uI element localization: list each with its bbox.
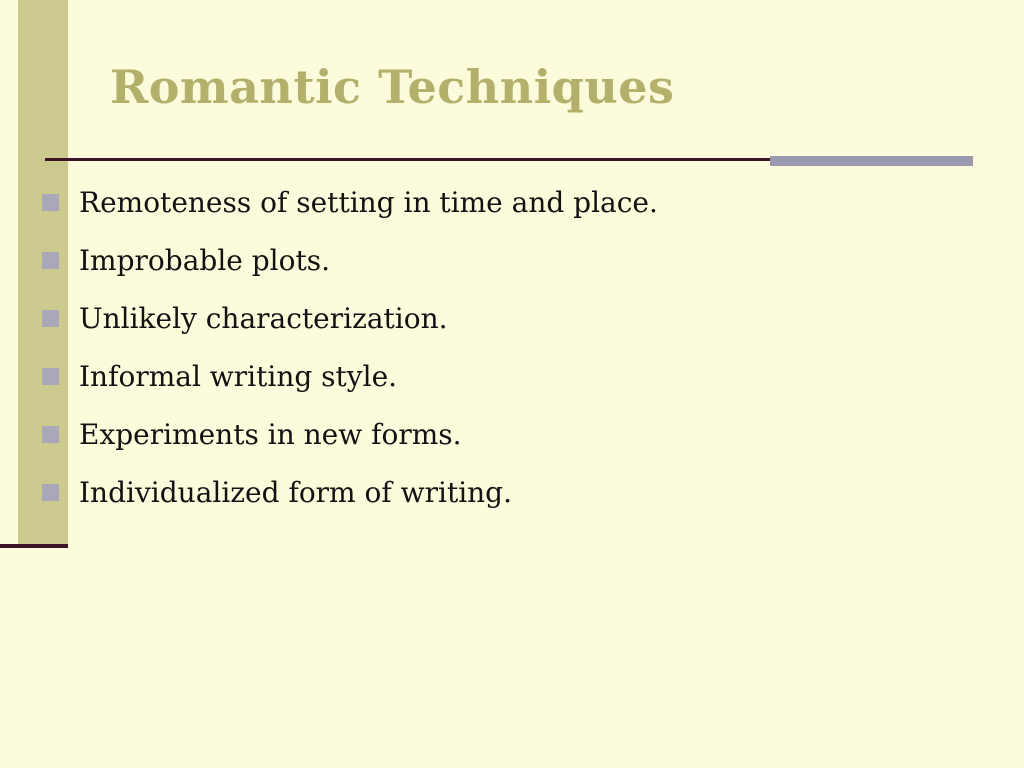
title-underline-rule	[45, 158, 780, 161]
square-bullet-icon	[42, 368, 59, 385]
square-bullet-icon	[42, 484, 59, 501]
list-item-text: Individualized form of writing.	[79, 476, 513, 509]
square-bullet-icon	[42, 426, 59, 443]
list-item	[42, 180, 972, 226]
list-item-text: Informal writing style.	[79, 360, 398, 393]
square-bullet-icon	[42, 310, 59, 327]
list-item	[42, 354, 972, 400]
list-item-text: Unlikely characterization.	[79, 302, 448, 335]
list-item	[42, 238, 972, 284]
title-accent-rule	[770, 156, 973, 166]
list-item	[42, 412, 972, 458]
band-foot-rule	[0, 544, 68, 548]
list-item-text: Improbable plots.	[79, 244, 331, 277]
square-bullet-icon	[42, 252, 59, 269]
list-item	[42, 470, 972, 516]
list-item	[42, 296, 972, 342]
page-title: Romantic Techniques	[110, 60, 675, 114]
bullet-list	[42, 180, 972, 528]
square-bullet-icon	[42, 194, 59, 211]
list-item-text: Experiments in new forms.	[79, 418, 462, 451]
list-item-text: Remoteness of setting in time and place.	[79, 186, 658, 219]
